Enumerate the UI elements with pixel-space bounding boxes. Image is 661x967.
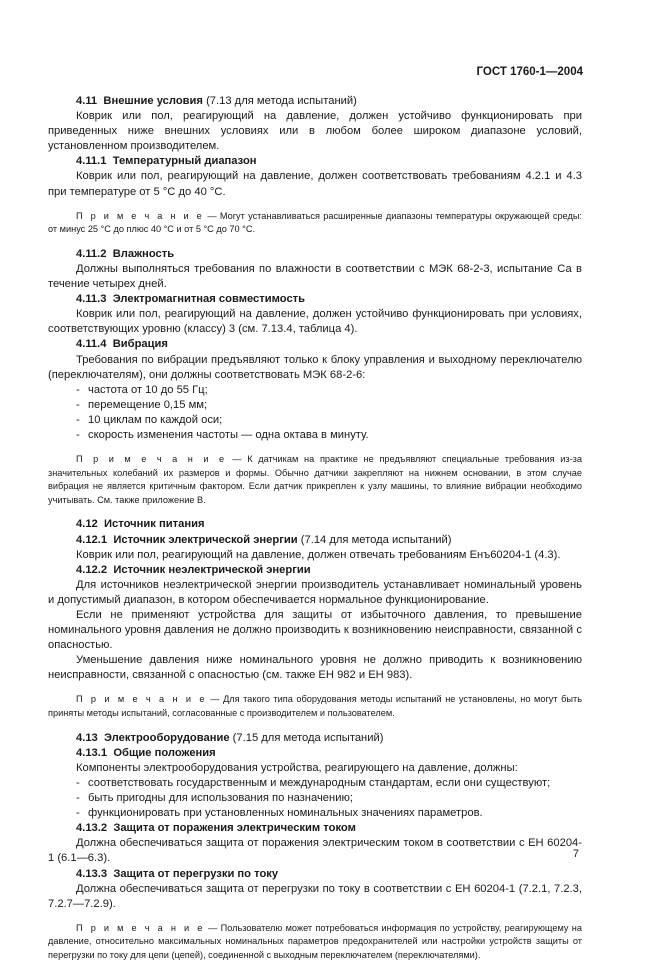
page-number: 7 <box>572 848 579 860</box>
paragraph: Должны выполняться требования по влажности в соответствии с МЭК 68-2-3, испытание Са в течение четырех дней. <box>48 262 582 291</box>
paragraph: Должна обеспечиваться защита от перегрузки по току в соответствии с ЕН 60204-1 (7.2.1, 7.2.3, 7.2.7—7.2.9). <box>48 882 582 910</box>
section-title: Электрооборудование <box>104 731 230 744</box>
list-item-text: соответствовать государственным и международным стандартам, если они существуют; <box>88 776 551 789</box>
section-number: 4.11.1 <box>76 155 107 168</box>
section-number: 4.12.2 <box>76 563 108 576</box>
list-item: - скорость изменения частоты — одна октава в минуту. <box>76 428 369 441</box>
section-heading-4-12-2 <box>48 563 582 578</box>
section-heading-4-13-3 <box>48 867 582 882</box>
note-text: — Могут устанавливаться расширенные диапазоны температуры окружающей среды: от минус 25 °С до плюс 40 °С и от 5 °С до 70 °С. <box>48 210 582 235</box>
list-item-text: быть пригодны для использования по назначению; <box>88 792 353 805</box>
section-number: 4.13.1 <box>76 746 108 759</box>
paragraph: Требования по вибрации предъявляют только к блоку управления и выходному переключателю (переключателям), они должны соответствовать МЭК 68-2-6: <box>48 353 582 381</box>
list-item: - быть пригодны для использования по назначению; <box>76 792 353 805</box>
section-heading-4-11-3 <box>48 292 582 307</box>
section-heading-4-11 <box>48 94 582 109</box>
section-number: 4.11.3 <box>76 293 107 306</box>
document-code: ГОСТ 1760-1—2004 <box>476 66 583 78</box>
note <box>48 210 582 237</box>
page-body <box>48 94 582 967</box>
paragraph: Компоненты электрооборудования устройства, реагирующего на давление, должны: <box>76 761 518 774</box>
list-item: - соответствовать государственным и международным стандартам, если они существуют; <box>76 776 551 789</box>
section-title: Общие положения <box>113 746 216 759</box>
section-heading-4-11-2 <box>48 247 582 262</box>
section-title: Температурный диапазон <box>112 155 257 168</box>
section-number: 4.11.2 <box>76 247 107 260</box>
section-title-tail: (7.15 для метода испытаний) <box>229 731 384 744</box>
section-title-tail: (7.13 для метода испытаний) <box>202 95 357 107</box>
section-heading-4-12 <box>48 517 582 532</box>
section-title: Источник питания <box>104 518 205 531</box>
note-text: — К датчикам на практике не предъявляют специальные требования из-за значительных колебаний их размеров и формы. Обычно датчики закрепляют на нижнем основании, в этом случае вибрация не является критичным фактором. Если датчик прикреплен к узлу машины, то влияние вибрации необходимо учитывать. См. также приложение В. <box>48 454 582 505</box>
list-item: - перемещение 0,15 мм; <box>76 398 208 411</box>
note-prefix: П р и м е ч а н и е <box>76 210 205 221</box>
section-number: 4.13.3 <box>76 867 108 880</box>
list-item-text: функционировать при установленных номинальных значениях параметров. <box>88 807 483 820</box>
note <box>48 922 582 963</box>
list-item-text: скорость изменения частоты — одна октава в минуту. <box>88 428 369 441</box>
note <box>48 693 582 720</box>
list-item-text: частота от 10 до 55 Гц; <box>88 383 208 396</box>
section-number: 4.13 <box>76 731 98 744</box>
section-title: Электромагнитная совместимость <box>112 293 306 306</box>
section-number: 4.13.2 <box>76 822 108 835</box>
section-title: Источник неэлектрической энергии <box>113 563 311 576</box>
note <box>48 453 582 507</box>
section-heading-4-11-1 <box>48 154 582 169</box>
section-title: Источник электрической энергии <box>113 533 298 546</box>
paragraph: Коврик или пол, реагирующий на давление, должен устойчиво функционировать при условиях, соответствующих уровню (классу) 3 (см. 7.13.4, таблица 4). <box>48 308 582 336</box>
paragraph: Коврик или пол, реагирующий на давление, должен устойчиво функционировать при приведенных ниже внешних условиях или в любом более широком диапазоне условий, установленном производителем. <box>48 110 582 153</box>
section-title: Влажность <box>112 247 175 260</box>
section-heading-4-13-2 <box>48 821 582 836</box>
list-item-text: перемещение 0,15 мм; <box>88 398 208 411</box>
section-heading-4-13-1 <box>48 746 582 761</box>
list-item: - 10 циклам по каждой оси; <box>76 413 223 426</box>
section-number: 4.12.1 <box>76 533 108 546</box>
note-prefix: П р и м е ч а н и е <box>76 694 207 705</box>
section-number: 4.12 <box>76 518 98 531</box>
section-number: 4.11 <box>76 95 98 107</box>
note-prefix: П р и м е ч а н и е <box>76 922 205 933</box>
paragraph: Для источников неэлектрической энергии производитель устанавливает номинальный уровень и допустимый диапазон, в котором обеспечивается нормальное функционирование. <box>48 578 582 606</box>
section-title: Защита от поражения электрическим током <box>113 822 356 835</box>
section-heading-4-12-1 <box>48 533 582 548</box>
list-item-text: 10 циклам по каждой оси; <box>88 413 223 426</box>
note-text: — Пользователю может потребоваться информация по устройству, реагирующему на давление, относительно максимальных номинальных параметров предохранителей или настройки устройств защиты от перегрузки по току для цепи (цепей), соединенной с выходным переключателем (переключателями). <box>48 922 582 960</box>
section-heading-4-11-4 <box>48 337 582 352</box>
paragraph: Коврик или пол, реагирующий на давление, должен отвечать требованиям Енъ60204-1 (4.3). <box>76 548 561 561</box>
section-title: Вибрация <box>112 338 168 351</box>
section-title: Внешние условия <box>103 95 203 107</box>
section-heading-4-13 <box>48 731 582 746</box>
paragraph: Уменьшение давления ниже номинального уровня не должно приводить к возникновению неисправности, связанной с опасностью (см. также ЕН 982 и ЕН 983). <box>48 654 582 682</box>
note-text: — Для такого типа оборудования методы испытаний не установлены, но могут быть приняты методы испытаний, согласованные с производителем и пользователем. <box>48 694 582 719</box>
section-number: 4.11.4 <box>76 338 107 351</box>
list-item: - функционировать при установленных номинальных значениях параметров. <box>76 807 483 820</box>
list-item: - частота от 10 до 55 Гц; <box>76 383 208 396</box>
note-prefix: П р и м е ч а н и е <box>76 454 227 465</box>
paragraph: Если не применяют устройства для защиты от избыточного давления, то превышение номинального уровня давления не должно производить к возникновению неисправности, связанной с опасностью. <box>48 609 582 652</box>
section-title-tail: (7.14 для метода испытаний) <box>297 533 452 546</box>
section-title: Защита от перегрузки по току <box>113 867 279 880</box>
paragraph: Должна обеспечиваться защита от поражения электрическим током в соответствии с ЕН 60204-1 (6.1—6.3). <box>48 837 582 865</box>
paragraph: Коврик или пол, реагирующий на давление, должен соответствовать требованиям 4.2.1 и 4.3 при температуре от 5 °С до 40 °С. <box>48 170 582 198</box>
